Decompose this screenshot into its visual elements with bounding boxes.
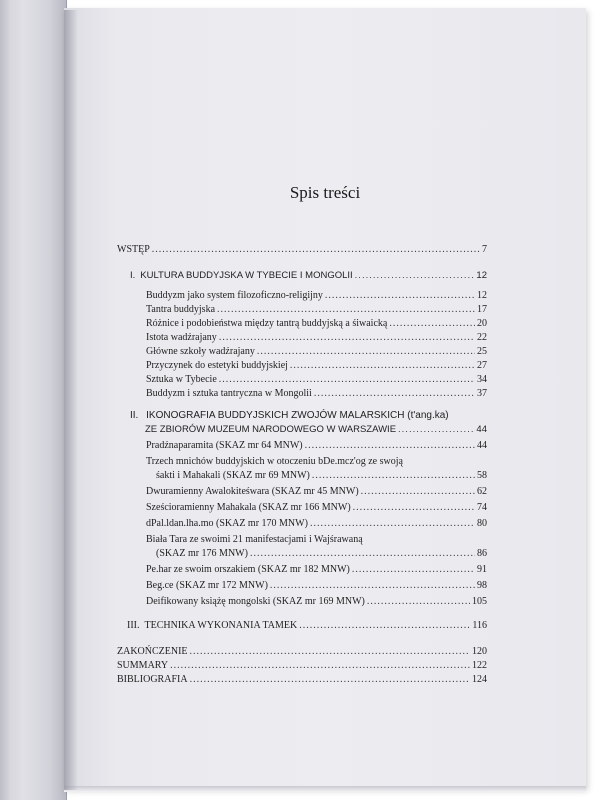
leader-dots: [250, 548, 475, 560]
leader-dots: [310, 518, 475, 530]
leader-dots: [290, 360, 475, 372]
leader-dots: [353, 502, 475, 514]
toc-item: [146, 518, 487, 530]
toc-page: 74: [477, 502, 487, 513]
toc-page: 86: [477, 548, 487, 559]
leader-dots: [219, 374, 475, 386]
toc-page: 37: [477, 388, 487, 399]
toc-entry-intro: [117, 244, 487, 256]
toc-page: 91: [477, 564, 487, 575]
toc-label: Sześcioramienny Mahakala (SKAZ mr 166 MNW): [146, 502, 351, 513]
left-page-edge: [0, 0, 10, 800]
toc-item: [146, 332, 487, 344]
toc-label: ZAKOŃCZENIE: [117, 646, 188, 657]
toc-page: 22: [477, 332, 487, 343]
toc-label: Buddyzm jako system filozoficzno-religijny: [146, 290, 323, 301]
section-number: III.: [127, 620, 140, 631]
toc-entry-summary: [117, 660, 487, 672]
toc-label: dPal.ldan.lha.mo (SKAZ mr 170 MNW): [146, 518, 308, 529]
section-number: I.: [130, 270, 136, 281]
toc-page: 80: [477, 518, 487, 529]
leader-dots: [312, 470, 475, 482]
toc-label: Pe.har ze swoim orszakiem (SKAZ mr 182 MNW): [146, 564, 350, 575]
leader-dots: [152, 244, 480, 256]
toc-page: 44: [477, 440, 487, 451]
toc-page: 98: [477, 580, 487, 591]
toc-item: [146, 360, 487, 372]
toc-label: ZE ZBIORÓW MUZEUM NARODOWEGO W WARSZAWIE: [145, 424, 397, 435]
toc-item: [146, 290, 487, 302]
leader-dots: [299, 620, 470, 632]
toc-label: Główne szkoły wadźrajany: [146, 346, 255, 357]
toc-page: 124: [472, 674, 487, 685]
leader-dots: [257, 346, 475, 358]
toc-item: [146, 346, 487, 358]
toc-section-2-line1: [130, 410, 449, 422]
page-stack-edge: [64, 786, 586, 792]
toc-page: 7: [482, 244, 487, 255]
toc-label: Tantra buddyjska: [146, 304, 216, 315]
left-page: [0, 0, 67, 800]
leader-dots: [314, 388, 475, 400]
toc-entry-conclusion: [117, 646, 487, 658]
leader-dots: [305, 440, 475, 452]
toc-page: 116: [472, 620, 487, 631]
toc-page: 34: [477, 374, 487, 385]
leader-dots: [398, 424, 474, 436]
toc-section-2: [145, 424, 487, 436]
toc-page: 17: [477, 304, 487, 315]
toc-page: 12: [476, 270, 487, 281]
leader-dots: [190, 674, 470, 686]
toc-label: SUMMARY: [117, 660, 169, 671]
toc-label: Deifikowany książę mongolski (SKAZ mr 169 MNW): [146, 596, 365, 607]
toc-item: [146, 564, 487, 576]
toc-item: [156, 470, 487, 482]
leader-dots: [190, 646, 470, 658]
toc-item-line1: Trzech mnichów buddyjskich w otoczeniu bDe.mcz'og ze swoją: [146, 456, 403, 467]
page-title: Spis treści: [289, 183, 361, 202]
toc-item: [146, 374, 487, 386]
leader-dots: [352, 564, 475, 576]
leader-dots: [325, 290, 475, 302]
toc-item: [146, 440, 487, 452]
toc-item: [146, 318, 487, 330]
leader-dots: [170, 660, 470, 672]
toc-page: 105: [472, 596, 487, 607]
toc-section-3: [127, 620, 487, 632]
toc-page: 20: [477, 318, 487, 329]
toc-label: Dwuramienny Awalokiteśwara (SKAZ mr 45 MNW): [146, 486, 359, 497]
leader-dots: [389, 318, 475, 330]
toc-page: 44: [476, 424, 487, 435]
toc-label: KULTURA BUDDYJSKA W TYBECIE I MONGOLII: [140, 270, 353, 281]
toc-page: 120: [472, 646, 487, 657]
toc-item: [156, 548, 487, 560]
toc-label: Sztuka w Tybecie: [146, 374, 217, 385]
toc-item-line1: Biała Tara ze swoimi 21 manifestacjami i Wajśrawaną: [146, 534, 363, 545]
toc-label: Beg.ce (SKAZ mr 172 MNW): [146, 580, 268, 591]
toc-label: Istota wadźrajany: [146, 332, 217, 343]
toc-item: [146, 388, 487, 400]
toc-item: [146, 596, 487, 608]
toc-entry-bibliography: [117, 674, 487, 686]
toc-label: Różnice i podobieństwa między tantrą buddyjską a śiwaicką: [146, 318, 388, 329]
leader-dots: [219, 332, 475, 344]
toc-label: BIBLIOGRAFIA: [117, 674, 188, 685]
leader-dots: [361, 486, 475, 498]
toc-label: WSTĘP: [117, 244, 150, 255]
section-number: II.: [130, 410, 139, 421]
leader-dots: [355, 270, 475, 282]
toc-label: TECHNIKA WYKONANIA TAMEK: [144, 620, 298, 631]
toc-section-1: [130, 270, 487, 282]
leader-dots: [270, 580, 475, 592]
toc-label: śakti i Mahakali (SKAZ mr 69 MNW): [156, 470, 310, 481]
toc-label: Pradźnaparamita (SKAZ mr 64 MNW): [146, 440, 303, 451]
toc-item: [146, 486, 487, 498]
spine-shadow: [64, 10, 78, 790]
toc-item: [146, 304, 487, 316]
toc-page: 12: [477, 290, 487, 301]
toc-page: 58: [477, 470, 487, 481]
toc-page: 25: [477, 346, 487, 357]
toc-label: IKONOGRAFIA BUDDYJSKICH ZWOJÓW MALARSKICH (t'ang.ka): [146, 410, 449, 421]
leader-dots: [217, 304, 475, 316]
toc-page: 122: [472, 660, 487, 671]
toc-label: Buddyzm i sztuka tantryczna w Mongolii: [146, 388, 312, 399]
toc-page: 62: [477, 486, 487, 497]
leader-dots: [367, 596, 470, 608]
toc-page: 27: [477, 360, 487, 371]
toc-label: Przyczynek do estetyki buddyjskiej: [146, 360, 288, 371]
toc-item: [146, 502, 487, 514]
toc-item: [146, 580, 487, 592]
toc-label: (SKAZ mr 176 MNW): [156, 548, 248, 559]
